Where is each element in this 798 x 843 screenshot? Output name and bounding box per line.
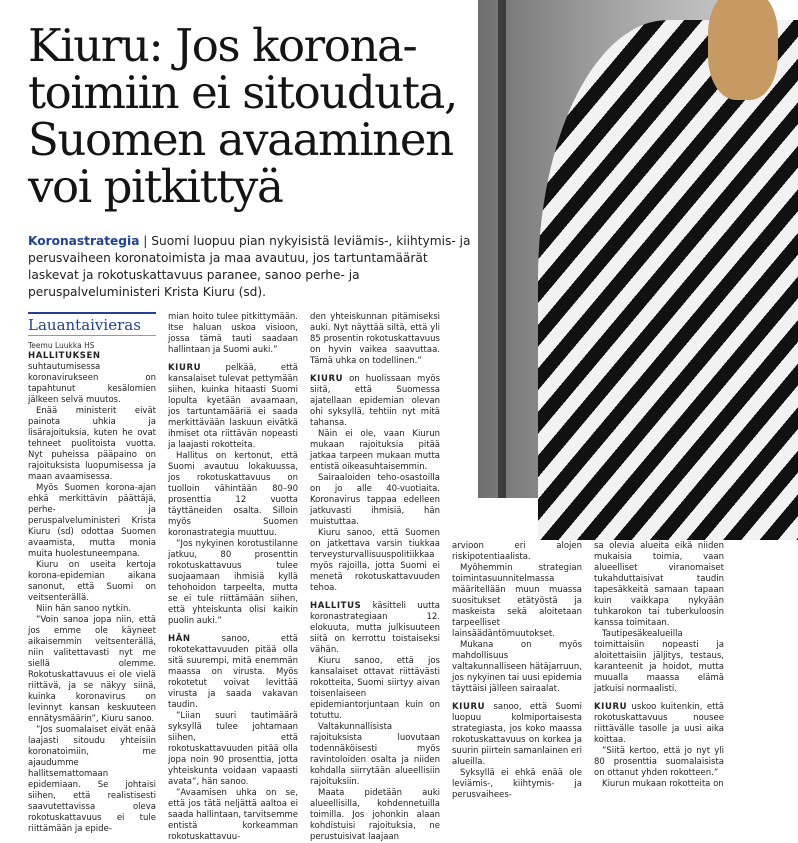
paragraph: Myös Suomen korona-ajan ehkä merkittävin päättäjä, perhe- ja peruspalveluministeri Krista Kiuru (sd) odottaa Suomen avaamista, mutta monia muita huolestuneempana. [28, 483, 156, 559]
photo-zebra-blouse [538, 20, 798, 540]
paragraph-text: pelkää, että kansalaiset tulevat pettymään siihen, kuinka hitaasti Suomi lopulta kyetään avaamaan, jos tartuntamääriä ei saada merkittävään laskuun eivätkä ihmiset ota riittävän nopeasti ja laajasti rokotteita. [168, 363, 298, 450]
portrait-photo [478, 0, 750, 498]
paragraph: den yhteiskunnan pitämiseksi auki. Nyt näyttää siltä, että yli 85 prosentin rokotuskattavuus on hyvin vaikea saavuttaa. Tämä uhka on todellinen.” [310, 312, 440, 366]
lead-word: KIURU [168, 363, 202, 373]
photo-window-frame [498, 0, 506, 498]
paragraph: ”Siitä kertoo, että jo nyt yli 80 prosenttia suomalaisista on ottanut yhden rokotteen.” [594, 746, 724, 778]
lead-word: KIURU [452, 702, 486, 712]
deck [28, 233, 478, 301]
paragraph: ”Avaamisen uhka on se, että jos tätä neljättä aaltoa ei saada hallintaan, tarvitsemme entistä korkeamman rokotuskattavuu- [168, 788, 298, 842]
paragraph: Sairaaloiden teho-osastoilla on jo alle 40-vuotiaita. Koronavirus tappaa edelleen jatkuvasti ihmisiä, hän muistuttaa. [310, 473, 440, 527]
lead-word: KIURU [594, 702, 628, 712]
section-rule [28, 312, 156, 314]
paragraph: ”Liian suuri tautimäärä syksyllä tulee johtamaan siihen, että rokotuskattavuuden pitää olla jopa noin 90 prosenttia, jotta yhteiskunta voidaan vapaasti avata”, hän sanoo. [168, 711, 298, 787]
deck-kicker: Koronastrategia [28, 234, 140, 248]
article-column-1 [28, 312, 156, 834]
paragraph: Tautipesäkealueilla toimittaisiin nopeasti ja aloitettaisiin jäljitys, testaus, karanteenit ja hoidot, mutta muualla maassa elämä jatkuisi normaalisti. [594, 629, 724, 694]
lead-word: HÄN [168, 634, 191, 644]
paragraph: Näin ei ole, vaan Kiurun mukaan rajoituksia pitää jatkaa tarpeen mukaan mutta entistä oikeasuhtaisemmin. [310, 429, 440, 472]
paragraph: mian hoito tulee pitkittymään. Itse haluan uskoa visioon, jossa tämä tauti saadaan hallintaan ja Suomi auki.” [168, 312, 298, 355]
deck-text: Suomi luopuu pian nykyisistä leviämis-, kiihtymis- ja perusvaiheen koronatoimista ja maa avautuu, jos tartuntamäärät laskevat ja rokotuskattavuus paranee, sanoo perhe- ja peruspalveluministeri Krista Kiuru (sd). [28, 234, 471, 299]
headline: Kiuru: Jos korona-toimiin ei sitouduta, Suomen avaaminen voi pitkittyä [28, 19, 457, 213]
section-title: Lauantaivieras [28, 316, 141, 334]
paragraph-text: sanoo, että rokotekattavuuden pitää olla sitä suurempi, mitä enemmän maassa on virusta. Myös rokotetut voivat levittää virusta ja saada vakavan taudin. [168, 634, 298, 710]
paragraph: Enää ministerit eivät painota uhkia ja lisärajoituksia, kuten he ovat tehneet puolitoista vuotta. Nyt puheissa pääpaino on rajoituksista luopumisessa ja maan avaamisessa. [28, 406, 156, 482]
paragraph: Myöhemmin strategian toimintasuunnitelmassa määritellään muun muassa suositukset etätyöstä ja maskeista sekä aloitetaan tarpeelliset lainsäädäntömuutokset. [452, 563, 582, 639]
paragraph: Mukana on myös mahdollisuus valtakunnalliseen hätäjarruun, jos nykyinen tai uusi epidemia täyttäisi jälleen sairaalat. [452, 640, 582, 694]
lead-word: HALLITUS [310, 601, 362, 611]
paragraph: ”Jos suomalaiset eivät enää laajasti sitoudu yhteisiin koronatoimiin, me ajaudumme hallitsemattomaan epidemiaan. Se johtaisi siihen, että realistisesti saavutettavissa oleva rokotuskattavuus ei tule riittämään ja epide- [28, 725, 156, 834]
subhead-paragraph [452, 702, 582, 768]
paragraph: ”Voin sanoa jopa niin, että jos emme ole käyneet aikaisemmin veitsenterällä, niin valitettavasti nyt me siellä olemme. Rokotuskattavuus ei ole vielä riittävä, ja se näkyy siinä, kuinka koronavirus on levinnyt kansan keskuuteen ennätysmäärin”, Kiuru sanoo. [28, 615, 156, 724]
article-column-2 [168, 312, 298, 842]
byline: Teemu Luukka HS [28, 335, 156, 351]
paragraph: Kiurun mukaan rokotteita on [602, 779, 724, 789]
paragraph-text: on huolissaan myös siitä, että Suomessa ajatellaan epidemian olevan ohi syksyllä, tehtiin nyt mitä tahansa. [310, 374, 440, 428]
article-column-3 [310, 312, 440, 842]
subhead-paragraph [594, 702, 724, 746]
subhead-paragraph [168, 634, 298, 711]
paragraph: ”Jos nykyinen korotustilanne jatkuu, 80 prosenttin rokotuskattavuus tulee suojaamaan ihmisiä kyllä tehohoidon tarpeelta, mutta se ei tule riittämään siihen, että yhteiskunta olisi kaikin puolin auki.” [168, 539, 298, 626]
paragraph: Kiuru on useita kertoja korona-epidemian aikana sanonut, että Suomi on veitsenterällä. [28, 560, 156, 603]
paragraph: Hallitus on kertonut, että Suomi avautuu lokakuussa, jos rokotuskattavuus on tuolloin vähintään 80–90 prosenttia 12 vuotta täyttäneiden osalta. Silloin myös Suomen koronastrategia muuttuu. [168, 451, 298, 538]
lead-word: HALLITUKSEN [28, 351, 101, 361]
article-column-5 [594, 541, 724, 789]
paragraph-text: uskoo kuitenkin, että rokotuskattavuus nousee riittävälle tasolle ja uusi aika koittaa. [594, 702, 724, 745]
subhead-paragraph [310, 601, 440, 656]
paragraph-text: käsitteli uutta koronastrategiaan 12. elokuuta, mutta julkisuuteen siitä on kerrottu toistaiseksi vähän. [310, 601, 440, 655]
paragraph: sa olevia alueita eikä niiden mukaisia toimia, vaan alueelliset viranomaiset tukahduttaisivat taudin tapesäkkeitä samaan tapaan kuin vaikkapa nykyään tuhkarokon tai tuberkuloosin kanssa toimitaan. [594, 541, 724, 628]
photo-hair [708, 0, 778, 100]
lead-paragraph [28, 351, 156, 406]
paragraph: Valtakunnallisista rajoituksista luovutaan todennäköisesti myös ravintoloiden osalta ja niiden kohdalla siirrytään alueellisiin rajoituksiin. [310, 722, 440, 787]
paragraph: Kiuru sanoo, että jos kansalaiset ottavat riittävästi rokotteita, Suomi siirtyy aivan toisenlaiseen epidemiantorjuntaan kuin on totuttu. [310, 656, 440, 721]
paragraph: Maata pidetään auki alueellisilla, kohdennetuilla toimilla. Jos johonkin alaan kohdistuisi rajoituksia, ne perustuisivat laajaan [310, 788, 440, 842]
lead-text: suhtautumisessa koronavirukseen on tapahtunut kesälomien jälkeen selvä muutos. [28, 362, 156, 405]
subhead-paragraph [310, 374, 440, 429]
paragraph-text: sanoo, että Suomi luopuu kolmiportaisesta strategiasta, jos koko maassa rokotuskattavuus on korkea ja suurin piirtein samanlainen eri alueilla. [452, 702, 583, 767]
paragraph: arvioon eri alojen riskipotentiaalista. [452, 541, 582, 562]
article-column-4 [452, 541, 583, 800]
paragraph: Kiuru sanoo, että Suomen on jatkettava varsin tiukkaa terveysturvallisuuspolitiikkaa myös rajoilla, jotta Suomi ei menetä rokotuskattavuuden tehoa. [310, 528, 440, 593]
paragraph: Niin hän sanoo nytkin. [36, 604, 132, 614]
deck-separator: | [139, 234, 152, 248]
subhead-paragraph [168, 363, 298, 451]
lead-word: KIURU [310, 374, 344, 384]
paragraph: Syksyllä ei ehkä enää ole leviämis-, kiihtymis- ja perusvaihees- [452, 768, 582, 800]
